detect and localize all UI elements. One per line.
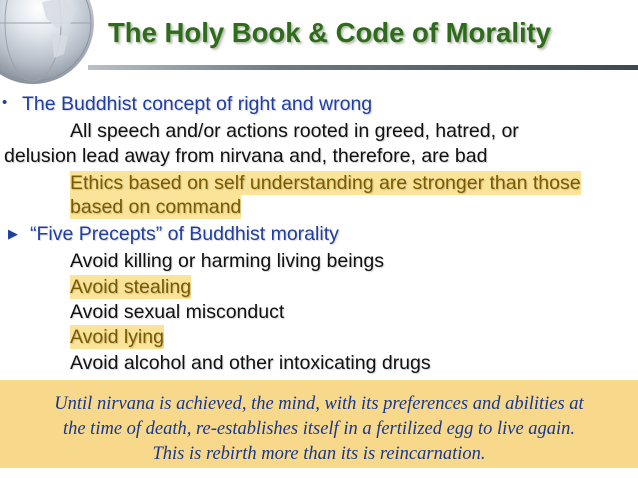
rebirth-note-line: Until nirvana is achieved, the mind, with its preferences and abilities at: [54, 394, 584, 414]
rebirth-note-box: [0, 380, 638, 468]
highlight-line: Ethics based on self understanding are stronger than those: [70, 172, 581, 194]
slide-title: The Holy Book & Code of Morality: [108, 17, 552, 48]
globe-icon: [0, 0, 94, 84]
precept-item: Avoid sexual misconduct: [70, 301, 285, 323]
bullet-dot-icon: •: [2, 94, 8, 111]
heading-five-precepts: “Five Precepts” of Buddhist morality: [30, 223, 339, 245]
triangle-bullet-icon: ▶: [8, 226, 18, 241]
precept-item: Avoid stealing: [70, 276, 192, 298]
body-line: All speech and/or actions rooted in greed, hatred, or: [70, 120, 519, 142]
body-line: delusion lead away from nirvana and, therefore, are bad: [4, 145, 488, 167]
precept-item: Avoid killing or harming living beings: [70, 250, 384, 272]
highlight-line: based on command: [70, 196, 242, 218]
heading-buddhist-concept: The Buddhist concept of right and wrong: [22, 93, 373, 115]
title-divider: [88, 65, 638, 70]
rebirth-note-line: the time of death, re-establishes itself in a fertilized egg to live again.: [62, 419, 576, 439]
rebirth-note-line: This is rebirth more than its is reincarnation.: [152, 444, 486, 464]
precept-item: Avoid alcohol and other intoxicating drugs: [70, 352, 431, 374]
precept-item: Avoid lying: [70, 326, 164, 348]
